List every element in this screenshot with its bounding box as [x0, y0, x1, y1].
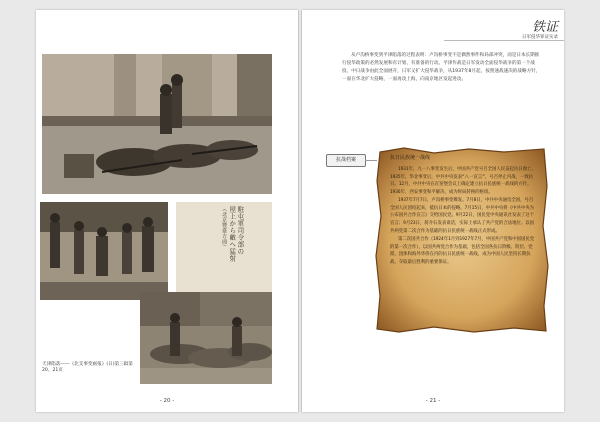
parchment-title: 抗日民族统一战线: [390, 155, 431, 161]
header-rule: [444, 40, 564, 41]
parchment-paragraph-1: 1931年，九一八事变发生后，中国共产党号召全国人民奋起抗日救亡。1935年，华北事变后，中共中央发表“八一宣言”，号召停止内战，一致抗日。12月，中共中央在瓦窑堡会议上确定建立抗日民族统一战线的方针。1936年，西安事变和平解决，成为时局转换的枢纽。: [390, 167, 536, 195]
header-logo: 铁证: [531, 20, 558, 35]
original-caption-text: [220, 206, 244, 288]
archive-tag: 抗战档案: [326, 154, 366, 167]
header-subtitle: 日军侵华罪证实录: [522, 35, 558, 40]
page-number-left: - 20 -: [159, 398, 175, 404]
courtyard-soldiers-photo: [40, 202, 168, 300]
left-page: [36, 10, 298, 412]
photo-source-caption-text: 天津陷落——《北支事变画报》(日)第三辑第20、21页: [42, 362, 133, 374]
caption-line-3: （北京豐臺方面）: [221, 206, 228, 250]
rooftop-soldiers-photo: [42, 54, 272, 194]
right-page: [302, 10, 564, 412]
parchment-body: [390, 166, 536, 268]
parchment-paragraph-3: 第二次国共合作（1924年1月到1927年7月，中国共产党和中国国民党的第一次合作），以国共两党合作为基础，包括全国各抗日阶级、阶层、党派、团体和海外华侨在内的抗日民族统一战线，成为中国人民坚持长期抗战、夺取最后胜利的重要保证。: [390, 237, 535, 265]
parchment-paragraph-2: 1937年7月7日，卢沟桥事变爆发。7月8日，中共中央通电全国，号召全国人民团结起来，抵抗日本的侵略。7月15日，中共中央将《中共中央为公布国共合作宣言》交给国民党。9月22日，国民党中央通讯社发表了这个宣言；9月23日，蒋介石发表谈话，实际上承认了共产党的合法地位。以国共两党第二次合作为基础的抗日民族统一战线正式形成。: [390, 198, 535, 234]
intro-paragraph: 从卢沟桥事变到平津陷落的过程表明：卢沟桥事变不是偶然事件和局部冲突，而是日本长期推行侵华政策的必然发展和有计划、有准备的行动。平津作战是日军发动全面侵华战争的第一个战役。中日战争由此全面展开，日军又扩大侵华战争，从1937年8月起，按照速战速决的战略方针，一面在华北扩大侵略，一面再攻上海，向南京地区发起进攻。: [342, 53, 541, 83]
photo-source-caption: [42, 362, 134, 374]
page-number-right: - 21 -: [425, 398, 441, 404]
caption-line-1: 駐屯軍司令部の: [236, 206, 245, 255]
caption-line-2: 屋上から敵へ猛射: [228, 206, 237, 262]
sandbag-position-photo: [140, 292, 272, 384]
